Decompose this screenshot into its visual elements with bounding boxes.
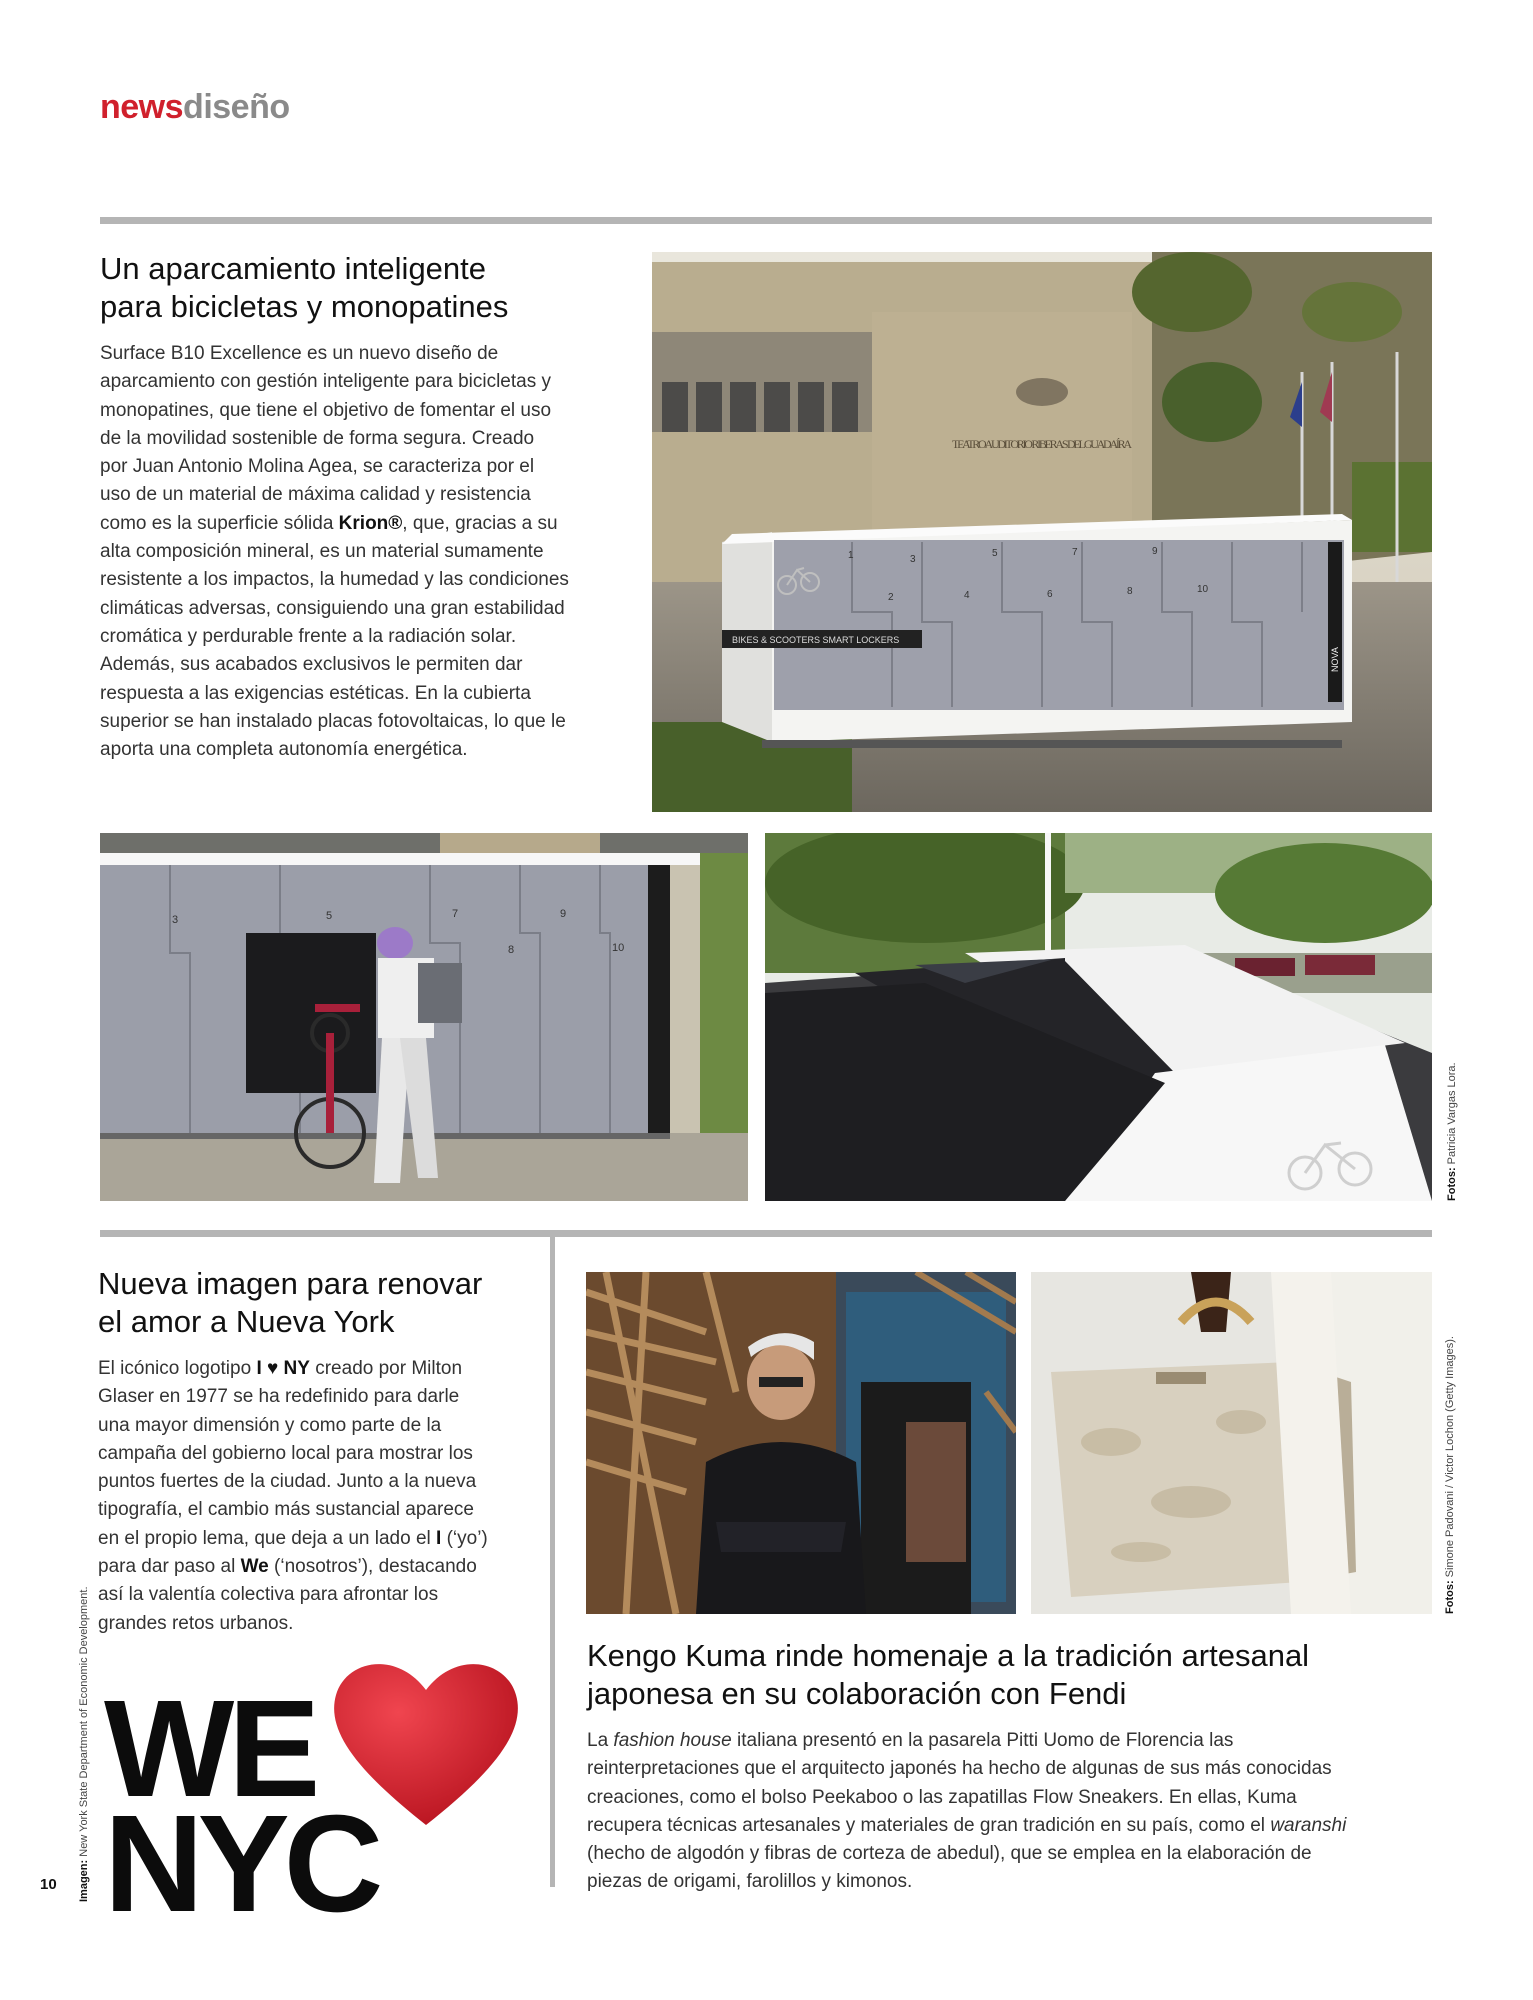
theatre-sign: TEATRO AUDITORIO RIBERAS DEL GUADAÍRA: [952, 437, 1132, 451]
locker-number: 6: [1047, 589, 1053, 600]
section-header: [100, 88, 290, 127]
article-body: Surface B10 Excellence es un nuevo diseño de aparcamiento con gestión inteligente para bicicletas y monopatines, que tiene el objetivo de fomentar el uso de la movilidad sostenible de forma segura. Creado por Juan Antonio Molina Agea, se caracteriza por el uso de un material de máxima calidad y resistencia como es la superficie sólida Krion®, que, gracias a su alta composición mineral, es un material sumamente resistente a los impactos, la humedad y las condiciones climáticas adversas, consiguiendo una gran estabilidad cromática y perdurable frente a la radiación solar. Además, sus acabados exclusivos le permiten dar respuesta a las exigencias estéticas. En la cubierta superior se han instalado placas fotovoltaicas, lo que le aporta una completa autonomía energética.: [100, 343, 569, 761]
locker-number: 8: [1127, 586, 1133, 597]
middle-divider: [100, 1230, 1432, 1237]
locker-number: 2: [888, 592, 894, 603]
column-divider: [550, 1237, 555, 1887]
locker-number: 8: [508, 944, 515, 956]
locker-number: 4: [964, 590, 970, 601]
locker-brand: NOVA: [1330, 647, 1340, 672]
locker-number: 10: [1197, 584, 1209, 595]
article-we-love-nyc: [98, 1265, 538, 1638]
article-title: Un aparcamiento inteligente para bicicletas y monopatines: [100, 251, 509, 324]
locker-number: 3: [910, 554, 916, 565]
article-kengo-kuma-fendi: [587, 1637, 1447, 1897]
logo-nyc: NYC: [104, 1787, 378, 1941]
locker-number: 3: [172, 914, 179, 926]
article-body: El icónico logotipo I ♥ NY creado por Milton Glaser en 1977 se ha redefinido para darle una mayor dimensión y como parte de la campaña del gobierno local para mostrar los puntos fuertes de la ciudad. Junto a la nueva tipografía, el cambio más sustancial aparece en el propio lema, que deja a un lado el I (‘yo’) para dar paso al We (‘nosotros’), destacando así la valentía colectiva para afrontar los grandes retos urbanos.: [98, 1358, 488, 1634]
photo-credit-bikes: Fotos: Patricia Vargas Lora.: [1446, 1062, 1458, 1201]
article-body: La fashion house italiana presentó en la pasarela Pitti Uomo de Florencia las reinterpretaciones que el arquitecto japonés ha hecho de algunas de sus más conocidas creaciones, como el bolso Peekaboo o las zapatillas Flow Sneakers. En ellas, Kuma recupera técnicas artesanales y materiales de gran tradición en su país, como el waranshi (hecho de algodón y fibras de corteza de abedul), que se emplea en la elaboración de piezas de origami, farolillos y kimonos.: [587, 1730, 1347, 1893]
locker-number: 10: [612, 942, 625, 954]
logo-we: WE: [104, 1672, 315, 1826]
locker-number: 1: [848, 550, 854, 561]
locker-use-photo: [100, 833, 748, 1201]
locker-main-photo: [652, 252, 1432, 812]
locker-number: 9: [1152, 546, 1158, 557]
article-title: Kengo Kuma rinde homenaje a la tradición artesanal japonesa en su colaboración con Fendi: [587, 1638, 1310, 1711]
brand-section: diseño: [183, 88, 290, 126]
top-divider: [100, 217, 1432, 224]
page-number: 10: [40, 1876, 57, 1893]
kengo-kuma-portrait: [586, 1272, 1016, 1614]
article-bike-parking: [100, 250, 640, 764]
fendi-bag-photo: [1031, 1272, 1432, 1614]
heart-icon: [326, 1650, 526, 1830]
locker-number: 9: [560, 908, 567, 920]
image-credit-nyc: Imagen: New York State Department of Economic Development.: [78, 1586, 90, 1902]
we-love-nyc-logo: [104, 1650, 444, 1941]
locker-number: 7: [1072, 547, 1078, 558]
photo-credit-fendi: Fotos: Simone Padovani / Victor Lochon (Getty Images).: [1444, 1336, 1456, 1614]
locker-number: 5: [326, 910, 333, 922]
locker-number: 5: [992, 548, 998, 559]
brand-news: news: [100, 88, 184, 126]
locker-number: 7: [452, 908, 459, 920]
solar-roof-photo: [765, 833, 1432, 1201]
locker-strip-label: BIKES & SCOOTERS SMART LOCKERS: [732, 635, 900, 645]
article-title: Nueva imagen para renovar el amor a Nueva York: [98, 1266, 483, 1339]
